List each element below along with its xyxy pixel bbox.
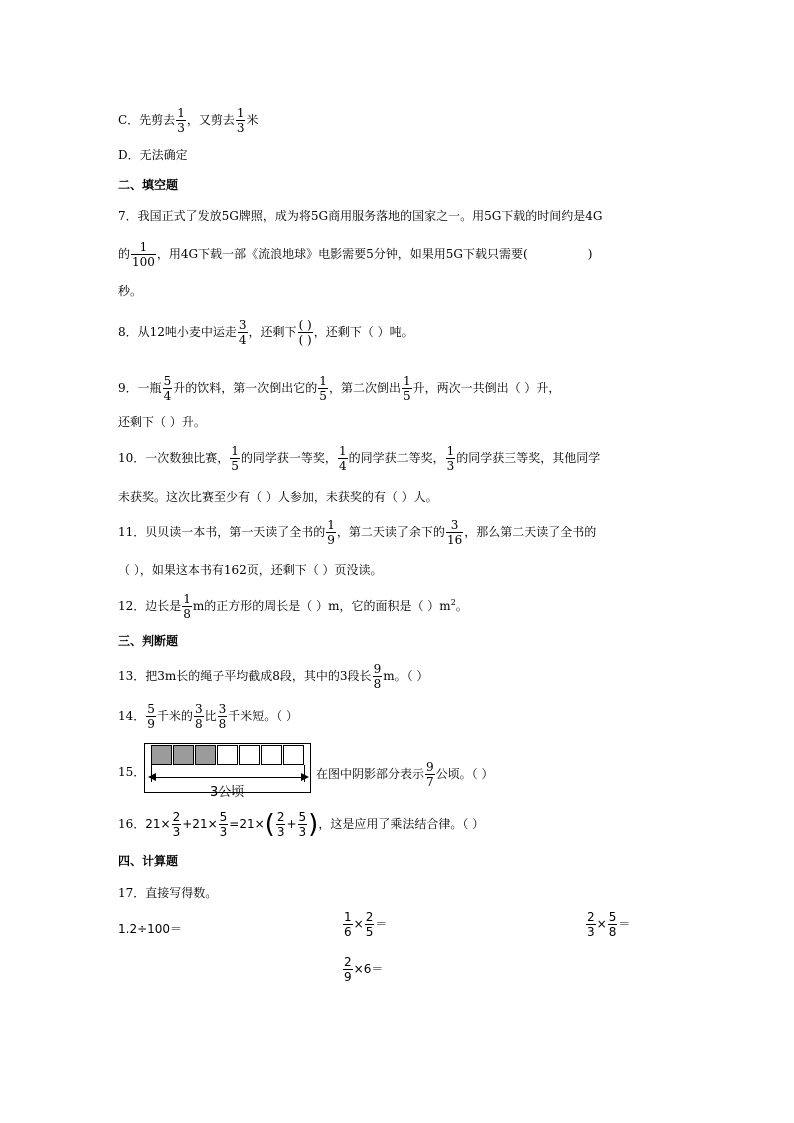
q7-line3: 秒。 (118, 284, 143, 298)
blank-fraction[interactable]: ( ) ( ) (298, 318, 312, 347)
fraction: $\frac{1}{3}$ (446, 444, 455, 473)
fraction: $\frac{9}{7}$ (426, 760, 434, 789)
q17-item-4: $\frac{2}{9}$ ×6＝ (344, 955, 384, 984)
q15-number: 15． (118, 765, 146, 779)
q8-line: 8．从12吨小麦中运走 $\frac{3}{4}$ ，还剩下 ( ) ( ) ，还剩下（ ）吨。 (118, 318, 414, 347)
fraction: $\frac{1}{5}$ (319, 374, 327, 403)
q6-option-c: C．先剪去 $\frac{1}{3}$ ，又剪去 $\frac{1}{3}$ 米 (118, 106, 259, 135)
section-title-calc: 四、计算题 (118, 854, 179, 868)
fraction: $\frac{3}{8}$ (194, 702, 203, 731)
fraction: $\frac{3}{8}$ (218, 702, 227, 731)
fraction: $\frac{5}{8}$ (608, 910, 617, 939)
grid-cell-shaded (195, 745, 216, 765)
section-title-judge: 三、判断题 (118, 634, 179, 648)
q17-item-1: 1.2÷100＝ (118, 922, 183, 936)
grid-cell (239, 745, 260, 765)
fraction: $\frac{2}{3}$ (587, 910, 595, 939)
q10-line1: 10．一次数独比赛， $\frac{1}{5}$ 的同学获一等奖， $\frac{1}{4}$ 的同学获二等奖， $\frac{1}{3}$ 的同学获三等奖，其他同学 (118, 444, 601, 473)
q6-option-d: D．无法确定 (118, 148, 188, 162)
q11-line2: （ ），如果这本书有162页，还剩下（ ）页没读。 (118, 563, 383, 577)
q7-line2: 的 $\frac{1}{100}$ ，用4G下载一部《流浪地球》电影需要5分钟，如果用5G下载只需要( ) (118, 240, 593, 269)
q15-arrow-line (152, 777, 304, 778)
grid-cell (217, 745, 238, 765)
fraction: $\frac{5}{3}$ (298, 810, 307, 839)
q15-unit-label: 3公顷 (210, 785, 245, 800)
grid-cell (261, 745, 282, 765)
q14-line: 14． $\frac{5}{9}$ 千米的 $\frac{3}{8}$ 比 $\frac{3}{8}$ 千米短。（ ） (118, 702, 299, 731)
fraction: $\frac{1}{5}$ (402, 374, 411, 403)
fraction: $\frac{2}{5}$ (365, 910, 374, 939)
q9-line1: 9．一瓶 $\frac{5}{4}$ 升的饮料，第一次倒出它的 $\frac{1}{5}$ ，第二次倒出 $\frac{1}{5}$ 升，两次一共倒出（ ）升， (118, 374, 561, 403)
q10-line2: 未获奖。这次比赛至少有（ ）人参加，未获奖的有（ ）人。 (118, 490, 438, 504)
grid-cell-shaded (151, 745, 172, 765)
arrow-left-icon (148, 773, 156, 781)
q12-line: 12．边长是 $\frac{1}{8}$ m的正方形的周长是（ ）m，它的面积是（ ）$m^2$。 (118, 592, 468, 621)
q13-line: 13．把3m长的绳子平均截成8段，其中的3段长 $\frac{9}{8}$ m。（ ） (118, 662, 429, 691)
fraction: $\frac{5}{9}$ (147, 702, 155, 731)
fraction: $\frac{2}{3}$ (276, 810, 285, 839)
fraction: $\frac{2}{3}$ (172, 810, 181, 839)
q7-line1: 7．我国正式了发放5G牌照，成为将5G商用服务落地的国家之一。用5G下载的时间约是4G (118, 209, 603, 223)
fraction: $\frac{9}{8}$ (373, 662, 382, 691)
fraction: $\frac{5}{3}$ (219, 810, 228, 839)
fraction: $\frac{1}{3}$ (177, 106, 185, 135)
arrow-right-icon (301, 773, 309, 781)
q11-line1: 11．贝贝读一本书，第一天读了全书的 $\frac{1}{9}$ ，第二天读了余下的 $\frac{3}{16}$ ，那么第二天读了全书的 (118, 518, 597, 547)
fraction: $\frac{5}{4}$ (163, 374, 172, 403)
fraction: $\frac{3}{4}$ (238, 318, 247, 347)
fraction: $\frac{1}{5}$ (231, 444, 239, 473)
q17-title: 17．直接写得数。 (118, 886, 218, 900)
q17-item-2: $\frac{1}{6}$ × $\frac{2}{5}$ ＝ (344, 910, 388, 939)
q15-text: 在图中阴影部分表示 $\frac{9}{7}$ 公顷。（ ） (316, 760, 494, 789)
q9-line2: 还剩下（ ）升。 (118, 415, 206, 429)
q17-item-3: $\frac{2}{3}$ × $\frac{5}{8}$ ＝ (587, 910, 631, 939)
fraction: $\frac{1}{100}$ (132, 240, 155, 269)
fraction: $\frac{3}{16}$ (446, 518, 463, 547)
fraction: $\frac{1}{6}$ (344, 910, 352, 939)
section-title-fill: 二、填空题 (118, 178, 179, 192)
fraction: $\frac{1}{8}$ (183, 592, 191, 621)
fraction: $\frac{1}{9}$ (327, 518, 335, 547)
fraction: $\frac{2}{9}$ (344, 955, 352, 984)
grid-cell (283, 745, 304, 765)
fraction: $\frac{1}{4}$ (338, 444, 347, 473)
q16-line: 16．21× $\frac{2}{3}$ +21× $\frac{5}{3}$ =21×( $\frac{2}{3}$ + $\frac{5}{3}$ )，这是应用了乘法结合律。（ ） (118, 809, 485, 840)
grid-cell-shaded (173, 745, 194, 765)
fraction: $\frac{1}{3}$ (236, 106, 245, 135)
